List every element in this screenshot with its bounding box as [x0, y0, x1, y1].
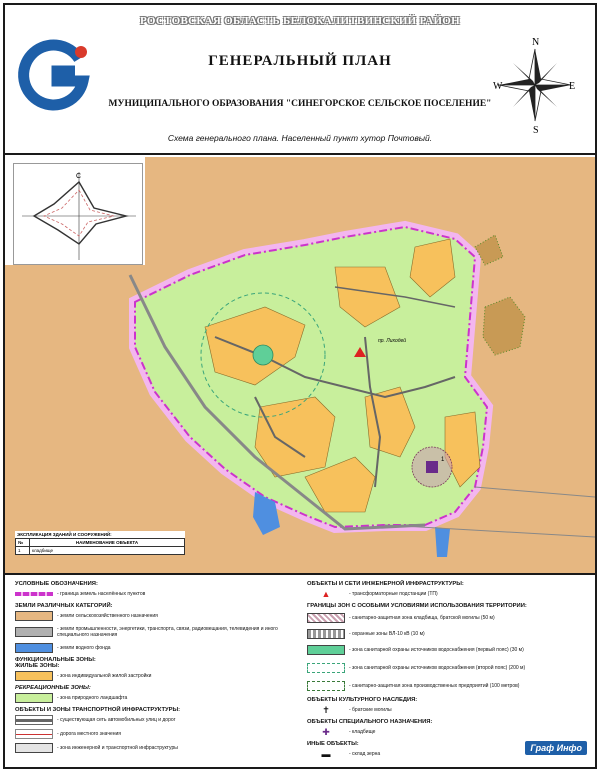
windrose-north-label: С — [76, 173, 82, 180]
other-heading: ИНЫЕ ОБЪЕКТЫ: — [307, 741, 359, 747]
region-title: РОСТОВСКАЯ ОБЛАСТЬ БЕЛОКАЛИТВИНСКИЙ РАЙОН — [139, 15, 461, 27]
scheme-caption: Схема генерального плана. Населенный пункт хутор Почтовый. — [167, 133, 433, 143]
compass-rose-icon — [493, 35, 577, 135]
legend-item-agri — [15, 609, 295, 623]
legend-right-column — [307, 579, 587, 761]
legend-text: - зона индивидуальной жилой застройки — [57, 673, 152, 679]
legend-heading: УСЛОВНЫЕ ОБОЗНАЧЕНИЯ: — [15, 581, 98, 587]
legend-item-prod-zone — [307, 677, 587, 695]
legend-text: - охранные зоны ВЛ-10 кВ (10 м) — [349, 631, 425, 637]
cemetery-legend-icon: ✚ — [322, 726, 330, 737]
legend-item-water — [15, 641, 295, 655]
local-road-swatch — [15, 729, 53, 739]
water-swatch — [15, 643, 53, 653]
granary-icon: ▬ — [321, 749, 331, 759]
legend-text: - санитарно-защитная зона производственных предприятий (100 метров) — [349, 683, 520, 689]
header — [5, 5, 595, 155]
legend-text: - земли водного фонда — [57, 645, 111, 651]
legend-item-water-zone2 — [307, 659, 587, 677]
row-no: 1 — [16, 547, 30, 555]
wind-rose-chart — [14, 164, 144, 266]
legend-text: - зона санитарной охраны источников водоснабжения (первый пояс) (30 м) — [349, 647, 524, 653]
boundary-swatch — [15, 592, 53, 596]
page-title: ГЕНЕРАЛЬНЫЙ ПЛАН — [208, 53, 392, 69]
legend-text: - кладбище — [349, 729, 376, 735]
eng-heading: ОБЪЕКТЫ И СЕТИ ИНЖЕНЕРНОЙ ИНФРАСТРУКТУРЫ: — [307, 581, 464, 587]
legend-text: - зона природного ландшафта — [57, 695, 128, 701]
sanitary-swatch — [307, 613, 345, 623]
compass-w: W — [493, 81, 503, 92]
cemetery-marker: 1 — [441, 457, 445, 463]
zones-heading: ГРАНИЦЫ ЗОН С ОСОБЫМИ УСЛОВИЯМИ ИСПОЛЬЗОВАНИЯ ТЕРРИТОРИИ: — [307, 603, 527, 609]
legend-text: - земли сельскохозяйственного назначения — [57, 613, 158, 619]
cemetery-icon[interactable] — [426, 461, 438, 473]
legend-text: - санитарно-защитная зона кладбища, братской могилы (50 м) — [349, 615, 495, 621]
legend-item-eng-zone — [15, 741, 295, 755]
power-zone-swatch — [307, 629, 345, 639]
legend-item-industry — [15, 623, 295, 641]
legend-item-substation — [307, 587, 587, 601]
industry-swatch — [15, 627, 53, 637]
legend-text: - зона санитарной охраны источников водоснабжения (второй пояс) (200 м) — [349, 665, 526, 671]
map-area[interactable] — [5, 157, 595, 575]
legend-text: - дорога местного значения — [57, 731, 122, 737]
legend-text: - земли промышленности, энергетики, транспорта, связи, радиовещания, телевидения и иного специального назначения — [57, 626, 278, 638]
table-row — [16, 547, 185, 555]
row-name: кладбище — [30, 547, 185, 555]
explication-grid — [15, 538, 185, 555]
explication-heading: ЭКСПЛИКАЦИЯ ЗДАНИЙ И СООРУЖЕНИЙ: — [17, 532, 112, 537]
legend-item-nature — [15, 691, 295, 705]
page-subtitle: МУНИЦИПАЛЬНОГО ОБРАЗОВАНИЯ "СИНЕГОРСКОЕ СЕЛЬСКОЕ ПОСЕЛЕНИЕ" — [108, 99, 492, 109]
nature-swatch — [15, 693, 53, 703]
legend-item-local-road — [15, 727, 295, 741]
water-source[interactable] — [253, 345, 273, 365]
agri-swatch — [15, 611, 53, 621]
col-no: № — [16, 539, 30, 547]
special-heading: ОБЪЕКТЫ СПЕЦИАЛЬНОГО НАЗНАЧЕНИЯ: — [307, 719, 433, 725]
wind-rose — [13, 163, 143, 265]
housing-swatch — [15, 671, 53, 681]
heritage-heading: ОБЪЕКТЫ КУЛЬТУРНОГО НАСЛЕДИЯ: — [307, 697, 418, 703]
legend-item-cemetery — [307, 725, 587, 739]
legend-item-power-zone — [307, 627, 587, 641]
legend-item-sanitary — [307, 609, 587, 627]
explication-table — [15, 531, 185, 555]
legend-item-water-zone1 — [307, 641, 587, 659]
compass-e: E — [569, 81, 576, 92]
streets-swatch — [15, 715, 53, 725]
legend-text: - существующая сеть автомобильных улиц и дорог — [57, 717, 176, 723]
water-zone1-swatch — [307, 645, 345, 655]
legend-item-graves — [307, 703, 587, 717]
footer-logo: Граф Инфо — [525, 741, 587, 755]
river-label: пр. Лиходей — [378, 338, 407, 344]
living-heading: ЖИЛЫЕ ЗОНЫ: — [15, 663, 60, 669]
compass-s: S — [533, 125, 539, 135]
func-heading: ФУНКЦИОНАЛЬНЫЕ ЗОНЫ: — [15, 657, 96, 663]
substation-swatch: ▲ — [321, 589, 331, 599]
water-zone2-swatch — [307, 663, 345, 673]
legend-text: - граница земель населённых пунктов — [57, 591, 146, 597]
eng-zone-swatch — [15, 743, 53, 753]
legend-left-column — [15, 579, 295, 755]
lands-heading: ЗЕМЛИ РАЗЛИЧНЫХ КАТЕГОРИЙ: — [15, 603, 113, 609]
legend-text: - зона инженерной и транспортной инфраструктуры — [57, 745, 178, 751]
legend-text: - братские могилы — [349, 707, 392, 713]
legend-item-housing — [15, 669, 295, 683]
legend-text: - трансформаторные подстанции (ТП) — [349, 591, 438, 597]
graves-icon: ✝ — [322, 704, 330, 715]
col-name: НАИМЕНОВАНИЕ ОБЪЕКТА — [30, 539, 185, 547]
legend-item-boundary — [15, 587, 295, 601]
legend — [5, 577, 595, 763]
transport-heading: ОБЪЕКТЫ И ЗОНЫ ТРАНСПОРТНОЙ ИНФРАСТРУКТУРЫ: — [15, 707, 181, 713]
recreation-heading: РЕКРЕАЦИОННЫЕ ЗОНЫ: — [15, 685, 91, 691]
prod-zone-swatch — [307, 681, 345, 691]
legend-text: - склад зерна — [349, 751, 381, 757]
compass-n: N — [532, 37, 540, 48]
legend-item-streets — [15, 713, 295, 727]
